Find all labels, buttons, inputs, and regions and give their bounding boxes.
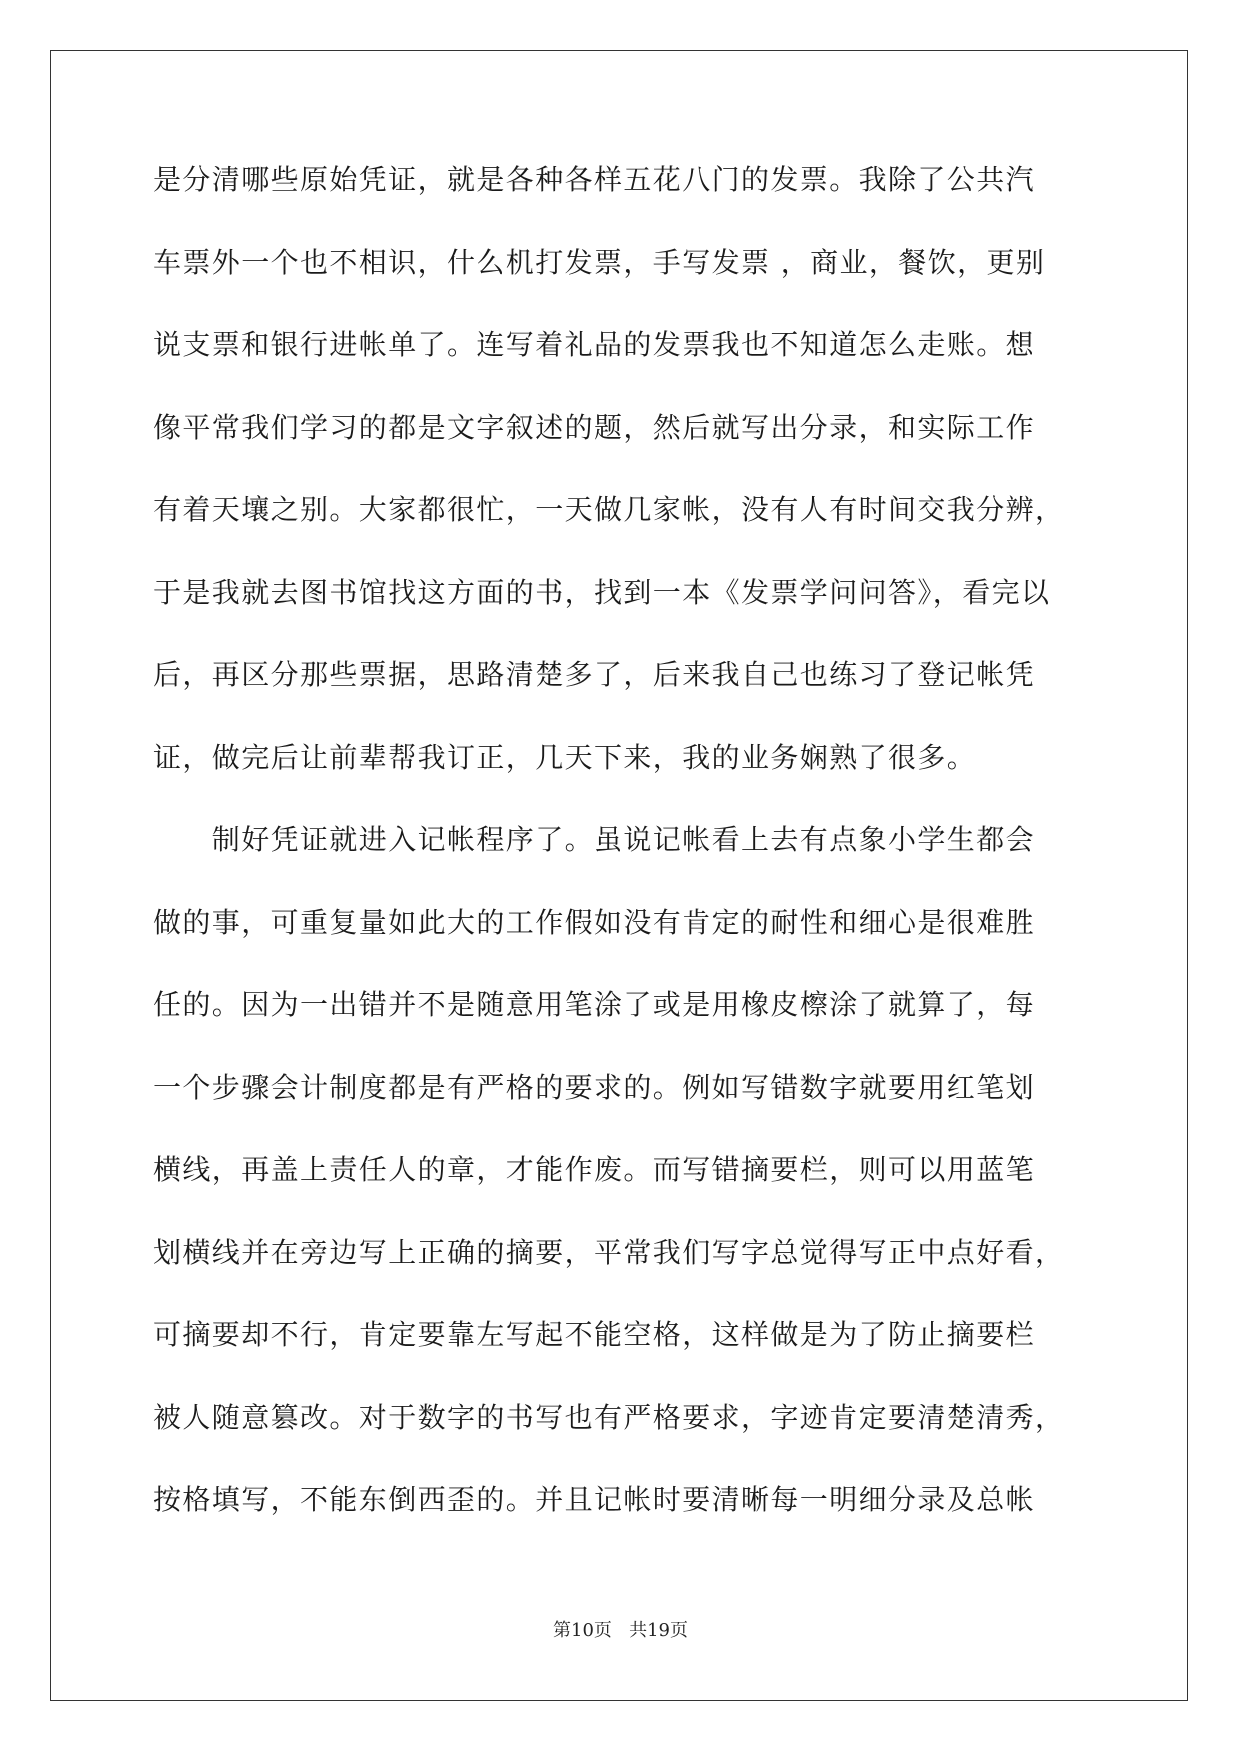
text-line: 有着天壤之别。大家都很忙，一天做几家帐，没有人有时间交我分辨， <box>153 493 1065 526</box>
text-line: 可摘要却不行，肯定要靠左写起不能空格，这样做是为了防止摘要栏 <box>153 1318 1036 1351</box>
text-line: 做的事，可重复量如此大的工作假如没有肯定的耐性和细心是很难胜 <box>153 905 1036 939</box>
text-line: 后，再区分那些票据，思路清楚多了，后来我自己也练习了登记帐凭 <box>153 658 1036 691</box>
text-line: 划横线并在旁边写上正确的摘要，平常我们写字总觉得写正中点好看， <box>153 1235 1065 1269</box>
text-line: 一个步骤会计制度都是有严格的要求的。例如写错数字就要用红笔划 <box>153 1070 1036 1104</box>
text-line: 任的。因为一出错并不是随意用笔涂了或是用橡皮檫涂了就算了，每 <box>153 988 1036 1021</box>
text-line: 车票外一个也不相识，什么机打发票，手写发票 ，商业，餐饮，更别 <box>153 245 1046 279</box>
text-line: 横线，再盖上责任人的章，才能作废。而写错摘要栏，则可以用蓝笔 <box>153 1153 1036 1186</box>
text-line: 说支票和银行进帐单了。连写着礼品的发票我也不知道怎么走账。想 <box>153 328 1036 361</box>
text-line: 按格填写，不能东倒西歪的。并且记帐时要清晰每一明细分录及总帐 <box>153 1483 1036 1516</box>
text-line: 制好凭证就进入记帐程序了。虽说记帐看上去有点象小学生都会 <box>153 823 1036 856</box>
text-line: 证，做完后让前辈帮我订正，几天下来，我的业务娴熟了很多。 <box>153 740 977 774</box>
document-body <box>153 160 1103 1563</box>
text-line: 于是我就去图书馆找这方面的书，找到一本《发票学问问答》，看完以 <box>153 575 1051 609</box>
page-number-footer: 第10页 共19页 <box>553 1620 688 1641</box>
text-line: 像平常我们学习的都是文字叙述的题，然后就写出分录，和实际工作 <box>153 410 1036 444</box>
text-line: 被人随意篡改。对于数字的书写也有严格要求，字迹肯定要清楚清秀， <box>153 1400 1065 1434</box>
text-line: 是分清哪些原始凭证，就是各种各样五花八门的发票。我除了公共汽 <box>153 163 1036 196</box>
